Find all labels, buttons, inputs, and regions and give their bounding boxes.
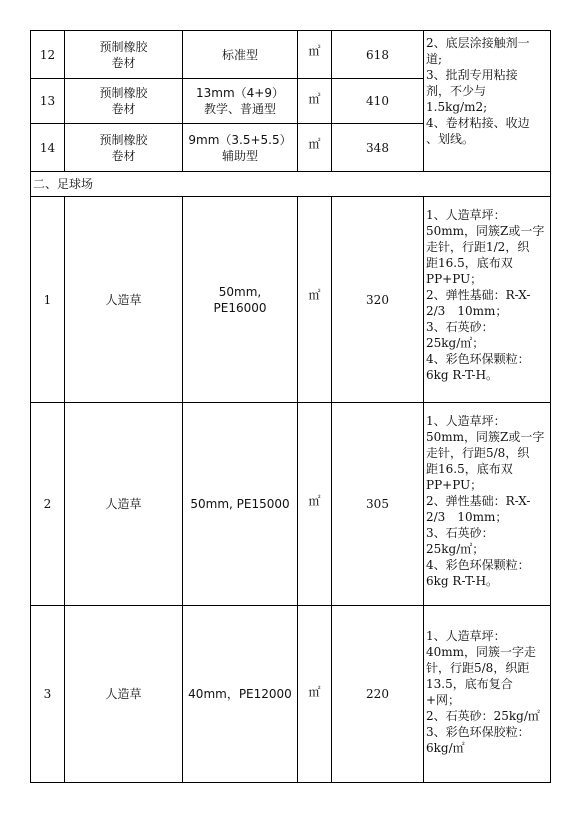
item-spec: 13mm（4+9） 教学、普通型 (183, 79, 298, 124)
row-number: 14 (31, 124, 65, 172)
item-name: 人造草 (65, 403, 183, 606)
item-name: 预制橡胶 卷材 (65, 31, 183, 79)
section-header-row (31, 172, 551, 197)
table-row (31, 31, 551, 79)
item-spec: 40mm，PE12000 (183, 606, 298, 783)
item-unit: ㎡ (298, 606, 332, 783)
price-table (30, 30, 551, 783)
item-spec: 标准型 (183, 31, 298, 79)
table-row (31, 606, 551, 783)
row-number: 13 (31, 79, 65, 124)
item-unit: ㎡ (298, 197, 332, 403)
item-unit: ㎡ (298, 31, 332, 79)
row-number: 1 (31, 197, 65, 403)
item-price: 320 (332, 197, 424, 403)
item-remark: 1、人造草坪： 40mm，同簇一字走 针，行距5/8，织距 13.5，底布复合 +网； 2、石英砂：25kg/㎡ 3、彩色环保胶粒： 6kg/㎡ (424, 606, 551, 783)
item-price: 348 (332, 124, 424, 172)
item-name: 预制橡胶 卷材 (65, 79, 183, 124)
item-unit: ㎡ (298, 403, 332, 606)
item-unit: ㎡ (298, 79, 332, 124)
item-unit: ㎡ (298, 124, 332, 172)
section-title: 二、足球场 (31, 172, 551, 197)
item-name: 人造草 (65, 197, 183, 403)
row-number: 3 (31, 606, 65, 783)
row-number: 2 (31, 403, 65, 606)
item-name: 人造草 (65, 606, 183, 783)
row-number: 12 (31, 31, 65, 79)
item-remark: 2、底层涂接触剂一 道; 3、批刮专用粘接 剂，不少与 1.5kg/m2; 4、卷材粘接、收边 、划线。 (424, 31, 551, 172)
item-price: 305 (332, 403, 424, 606)
item-spec: 50mm, PE15000 (183, 403, 298, 606)
item-remark: 1、人造草坪： 50mm，同簇Z或一字 走针，行距1/2，织 距16.5，底布双 PP+PU； 2、弹性基础：R-X- 2/3 10mm； 3、石英砂： 25kg/㎡； 4、彩色环保颗粒： 6kg R-T-H。 (424, 197, 551, 403)
item-price: 220 (332, 606, 424, 783)
table-row (31, 197, 551, 403)
item-spec: 9mm（3.5+5.5） 辅助型 (183, 124, 298, 172)
table-row (31, 403, 551, 606)
item-price: 618 (332, 31, 424, 79)
item-spec: 50mm, PE16000 (183, 197, 298, 403)
item-name: 预制橡胶 卷材 (65, 124, 183, 172)
item-remark: 1、人造草坪： 50mm，同簇Z或一字 走针，行距5/8，织 距16.5，底布双 PP+PU； 2、弹性基础：R-X- 2/3 10mm； 3、石英砂： 25kg/㎡； 4、彩色环保颗粒： 6kg R-T-H。 (424, 403, 551, 606)
item-price: 410 (332, 79, 424, 124)
